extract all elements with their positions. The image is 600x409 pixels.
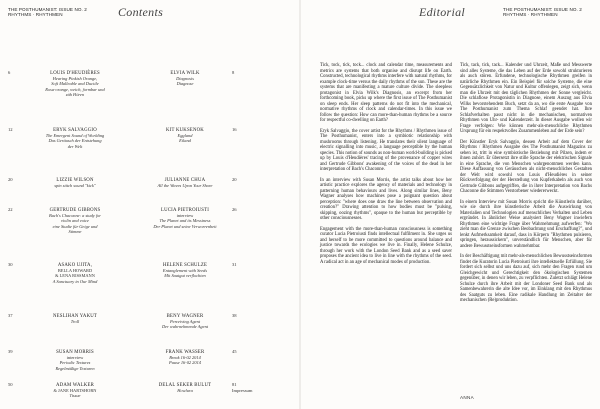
contents-entry[interactable] xyxy=(130,128,240,144)
contents-page-number[interactable]: 26 xyxy=(232,207,237,212)
contents-page-number[interactable]: 6 xyxy=(8,70,11,75)
contents-entry[interactable] xyxy=(130,208,240,229)
editorial-en-paragraph-3: In an interview with Susan Morris, the artist talks about how her artistic practice explores the agency of materials and technology in patterning human behaviours and lives. Along similar lines, Beny Wagner analyses how machines pose a poignant question about perception: "where does one draw the line between observation and creation?" Drawing attention to how bodies must be "pulsing, skipping, oozing rhythms", opaque to the human but perceptible by other consciousnesses. xyxy=(320,177,452,221)
magazine-title-right: THE POSTHUMANIST: ISSUE NO. 2 xyxy=(503,7,582,12)
contents-title-line: A Sanctuary in Our Mind xyxy=(52,278,98,284)
contents-page-number[interactable]: 20 xyxy=(232,177,237,182)
contents-page-number[interactable]: 39 xyxy=(8,349,13,354)
contents-entry[interactable] xyxy=(20,178,130,188)
contents-entry[interactable] xyxy=(130,263,240,279)
contents-title-line: & LENA RISSMANN xyxy=(55,273,95,279)
magazine-title: THE POSTHUMANIST: ISSUE NO. 2 xyxy=(8,7,87,12)
editorial-de-paragraph-1: Tick, tack, tick, tack... Kalender und Uhrzeit, Maße und Messwerte sind alles Systeme, die das Leben auf der Erde sowohl strukturieren als auch stören. Erfundene, technologische Rhythmen greifen in natürliche Rhythmen ein. Ein Beispiel für solche Systeme, die eine Gegensätzlichkeit von Natur und Kultur offenlegen, zeigt sich, wenn man die Uhrzeit mit den täglichen Rhythmen der Sonne vergleicht. Die schlaflose Protagonistin in Diagnose, einem Auszug aus Elvia Wilks bevorstehendem Buch, setzt da an, wo die erste Ausgabe von The Posthumanist zum Thema Schlaf geendet hat. Ihre Schlafverhalten passt nicht in die mechanischen, normativen Rhythmen von Uhr- und Kalenderzeit. In dieser Ausgabe wollen wir Frage verfolgen: Wie können mehr-als-menschliche Rhythmen Ursprung für ein respektvolles Zusammenleben auf der Erde sein? xyxy=(460,63,592,134)
editorial-en-paragraph-2: Eryk Salvaggio, the cover artist for the Rhythms / Rhythmen issue of The Posthumanist, enters into a symbiotic relationship with mushrooms through listening. He translates their silent language of electric signalling into music, a language perceptible by the human species. This notion of sounds as non-human world-building is picked up by Louis d'Heudières' tracing of the provenance of copper wires and Gertrude Gibbons' awakening of the voices of the dead in her interpretation of Bach's Chaconne. xyxy=(320,128,452,172)
contents-page-number[interactable]: 22 xyxy=(8,207,13,212)
contents-title-line: Howlura xyxy=(177,388,193,394)
editorial-en-paragraph-4: Engagement with the more-than-human consciousness is something curator Lucia Pietroiusti finds intellectual fulfilment in. She urges us and herself to be more committed to questions around balance and justice towards the ecologies we live in. Finally, Helene Schulze, through her work with the London Seed Bank and as a seed saver proposes the ancient idea to live in line with the rhythms of the seed. A radical act in an age of mechanical modes of production. xyxy=(320,226,452,265)
contents-section-title: Contents xyxy=(118,5,164,19)
contents-title-line: Eggland xyxy=(177,133,193,139)
contents-page-number[interactable]: 8 xyxy=(232,70,235,75)
editorial-signature: ANNA xyxy=(460,395,474,400)
contents-page-number[interactable]: 31 xyxy=(232,262,237,267)
contents-entry[interactable] xyxy=(20,128,130,149)
contents-author: JULIANNE CHUA xyxy=(164,178,206,183)
contents-entry[interactable] xyxy=(20,314,130,324)
contents-author: LUCIA PIETROIUSTI xyxy=(160,208,210,213)
contents-title-line: Bach's Chaconne: a study for xyxy=(49,213,101,219)
contents-author: BENY WAGNER xyxy=(166,314,204,319)
contents-title-line: Troll xyxy=(70,319,80,325)
contents-title-line: Diagnose xyxy=(176,81,194,87)
contents-title-line: interview xyxy=(176,213,194,219)
editorial-de-paragraph-4: In der Beschäftigung mit mehr-als-menschlichen Bewusstseinsformen findet die Kuratorin Lucia Pietroiusti ihre intellektuelle Erfüllung. Sie fordert sich selbst und uns dazu auf, sich mehr den Fragen rund um Gleichgewicht und Gerechtigkeit den ökologischen Systemen gegenüber, in denen wir leben, zu verpflichten. Zuletzt schlägt Helene Schulze durch ihre Arbeit mit der Londoner Seed Bank und als Samenbewahrerin die alte Idee vor, im Einklang mit den Rhythmus des Saatguts zu leben. Eine radikale Handlung im Zeitalter der mechanischen (Re)produktion. xyxy=(460,254,592,303)
contents-author: ELVIA WILK xyxy=(170,71,200,76)
contents-title-line: The Planet and its Messiness xyxy=(159,218,211,224)
contents-header xyxy=(8,7,87,18)
contents-title-line: Der wahrnehmende Agent xyxy=(161,324,208,330)
contents-page-number[interactable]: 30 xyxy=(8,262,13,267)
contents-title-line: der Welt xyxy=(67,143,83,149)
contents-title-line: BELLA HOWARD xyxy=(57,268,93,274)
contents-title-line: zäh Hören xyxy=(65,91,85,97)
contents-title-line: Break 16-02 2014 xyxy=(169,355,201,361)
editorial-english-column xyxy=(320,63,452,270)
contents-title-line: Stimme xyxy=(68,228,82,234)
editorial-german-column xyxy=(460,63,592,309)
contents-entry[interactable] xyxy=(20,208,130,234)
contents-page-number[interactable]: 20 xyxy=(8,177,13,182)
contents-author: ASAKO UJITA, xyxy=(57,263,93,268)
contents-entry[interactable] xyxy=(20,383,130,399)
contents-page-number[interactable]: 38 xyxy=(232,313,237,318)
contents-page-number[interactable]: 81 xyxy=(232,382,237,387)
contents-title-line: eine Studie für Geige und xyxy=(52,223,98,229)
contents-title-line: violin and voice xyxy=(60,218,90,224)
contents-entry[interactable] xyxy=(20,263,130,284)
contents-author: LIZZIE WILSON xyxy=(56,178,94,183)
contents-entry[interactable] xyxy=(130,314,240,330)
contents-title-line: Pause 16-02 2014 xyxy=(169,360,201,366)
contents-title-line: The Emergent Sound of Worlding xyxy=(45,133,105,139)
contents-entry[interactable] xyxy=(20,71,130,97)
contents-author: ADAM WALKER xyxy=(56,383,94,388)
contents-page-number[interactable]: 50 xyxy=(8,382,13,387)
contents-title-line: Soft Malleable and Ductile xyxy=(51,81,99,87)
contents-impressum[interactable]: Impressum xyxy=(232,388,253,393)
contents-title-line: Rosa-orange, weich, formbar und xyxy=(45,86,105,92)
editorial-section-title: Editorial xyxy=(419,5,466,19)
magazine-subtitle: RHYTHMS · RHYTHMEN xyxy=(8,12,63,18)
contents-title-line: Entanglement with Seeds xyxy=(162,268,208,274)
contents-entry[interactable] xyxy=(20,350,130,371)
contents-entry[interactable] xyxy=(130,383,240,393)
contents-title-line: interview xyxy=(66,355,84,361)
contents-title-line: spin stitch sound "kick" xyxy=(54,183,96,189)
contents-author: KIT KUKSENOK xyxy=(166,128,204,133)
contents-author: HELENE SCHULZE xyxy=(162,263,208,268)
contents-author: NESLIHAN YAKUT xyxy=(52,314,98,319)
contents-title-line: Periodic Textures xyxy=(59,360,91,366)
contents-title-line: Der Planet und seine Verworrenheit xyxy=(153,223,217,229)
contents-author: FRANK WASSER xyxy=(165,350,205,355)
magazine-subtitle-right: RHYTHMS · RHYTHMEN xyxy=(503,12,558,18)
contents-author: GERTRUDE GIBBONS xyxy=(49,208,101,213)
editorial-header xyxy=(503,7,582,18)
contents-title-line: Mit Saatgut verflochten xyxy=(164,273,206,279)
contents-author: ERYK SALVAGGIO xyxy=(53,128,97,133)
contents-title-line: Regelmäßige Texturen xyxy=(55,365,95,371)
contents-page-number[interactable]: 12 xyxy=(8,127,13,132)
contents-entry[interactable] xyxy=(130,350,240,366)
contents-title-line: Hearing Pinkish Orange, xyxy=(52,76,98,82)
contents-page-number[interactable]: 16 xyxy=(232,127,237,132)
contents-title-line: & JANE HARTSHORN xyxy=(53,388,97,394)
contents-author: SUSAN MORRIS xyxy=(56,350,94,355)
editorial-en-paragraph-1: Tick, tock, tick, tock... clock and calendar time, measurements and metrics are systems that both organise and disrupt life on Earth. Constructed, technological rhythms interfere with natural rhythms, for example clock-time versus the daily rhythms of the sun. These are the systems that are manifesting a mature culture divide. The sleepless protagonist in Elvia Wilk's Diagnosis, an excerpt from her forthcoming book, picks up where the first issue of The Posthumanist on sleep ends. Her sleep patterns do not fit into the mechanical, normative rhythms of clock and calendar-times. In this issue we follow the question: How can more-than-human rhythms be a source for respectful co-dwelling on Earth? xyxy=(320,63,452,123)
contents-entry[interactable] xyxy=(130,178,240,188)
contents-author: LOUIS D'HEUDIÈRES xyxy=(50,71,100,76)
editorial-de-paragraph-2: Der Künstler Eryk Salvaggio, dessen Arbeit auf dem Cover der Rhythms / Rhythmen Ausgabe des The Posthumanist Magazins zu sehen ist, tritt in eine symbiotische Beziehung mit Pilzen, indem er ihnen zuhört. Er übersetzt ihre stille Sprache der elektrischen Signale in eine Sprache, die von Menschen wahrgenommen werden kann. Diese Auffassung von Geräuschen als nicht-menschliches Gestalten der Welt wird sowohl von Louis d'Heudières in seiner Rückverfolgung der der Herstellung von Kupferkabeln als auch von Gertrude Gibbons aufgegriffen, die in ihrer Interpretation von Bachs Chaconne die Stimmen Verstorbener wiedererweckt. xyxy=(460,139,592,194)
editorial-de-paragraph-3: In einem Interview mit Susan Morris spricht die Künstlerin darüber, wie sie durch ihre künstlerische Arbeit die Auswirkung von Materialien und Technologien auf menschliches Verhalten und Leben ergründet. In ähnlicher Weise analysiert Beny Wagner inwiefern Rhythmen eine wichtige Frage über Wahrnehmung aufwerfen: "Wo zieht man die Grenze zwischen Beobachtung und Erschaffung?", und lenkt Aufmerksamkeit darauf, dass in Körpern "Rhythmen pulsieren, springen, heraussickern", unverständlich für Menschen, aber für andere Bewusstseinsformen wahrnehmbar. xyxy=(460,199,592,249)
contents-entry[interactable] xyxy=(130,71,240,87)
contents-title-line: Diagnosis xyxy=(176,76,194,82)
contents-title-line: Perceiving Agent xyxy=(169,319,201,325)
contents-title-line: Das Geräusch der Entstehung xyxy=(48,138,102,144)
contents-page-number[interactable]: 37 xyxy=(8,313,13,318)
contents-title-line: Tissue xyxy=(69,393,81,399)
editorial-page xyxy=(300,0,600,409)
contents-title-line: Eiland xyxy=(179,138,191,144)
contents-author: DELAL SEKER BULUT xyxy=(158,383,212,388)
contents-title-line: All the Waves Upon Your Shore xyxy=(157,183,213,189)
contents-page-number[interactable]: 45 xyxy=(232,349,237,354)
